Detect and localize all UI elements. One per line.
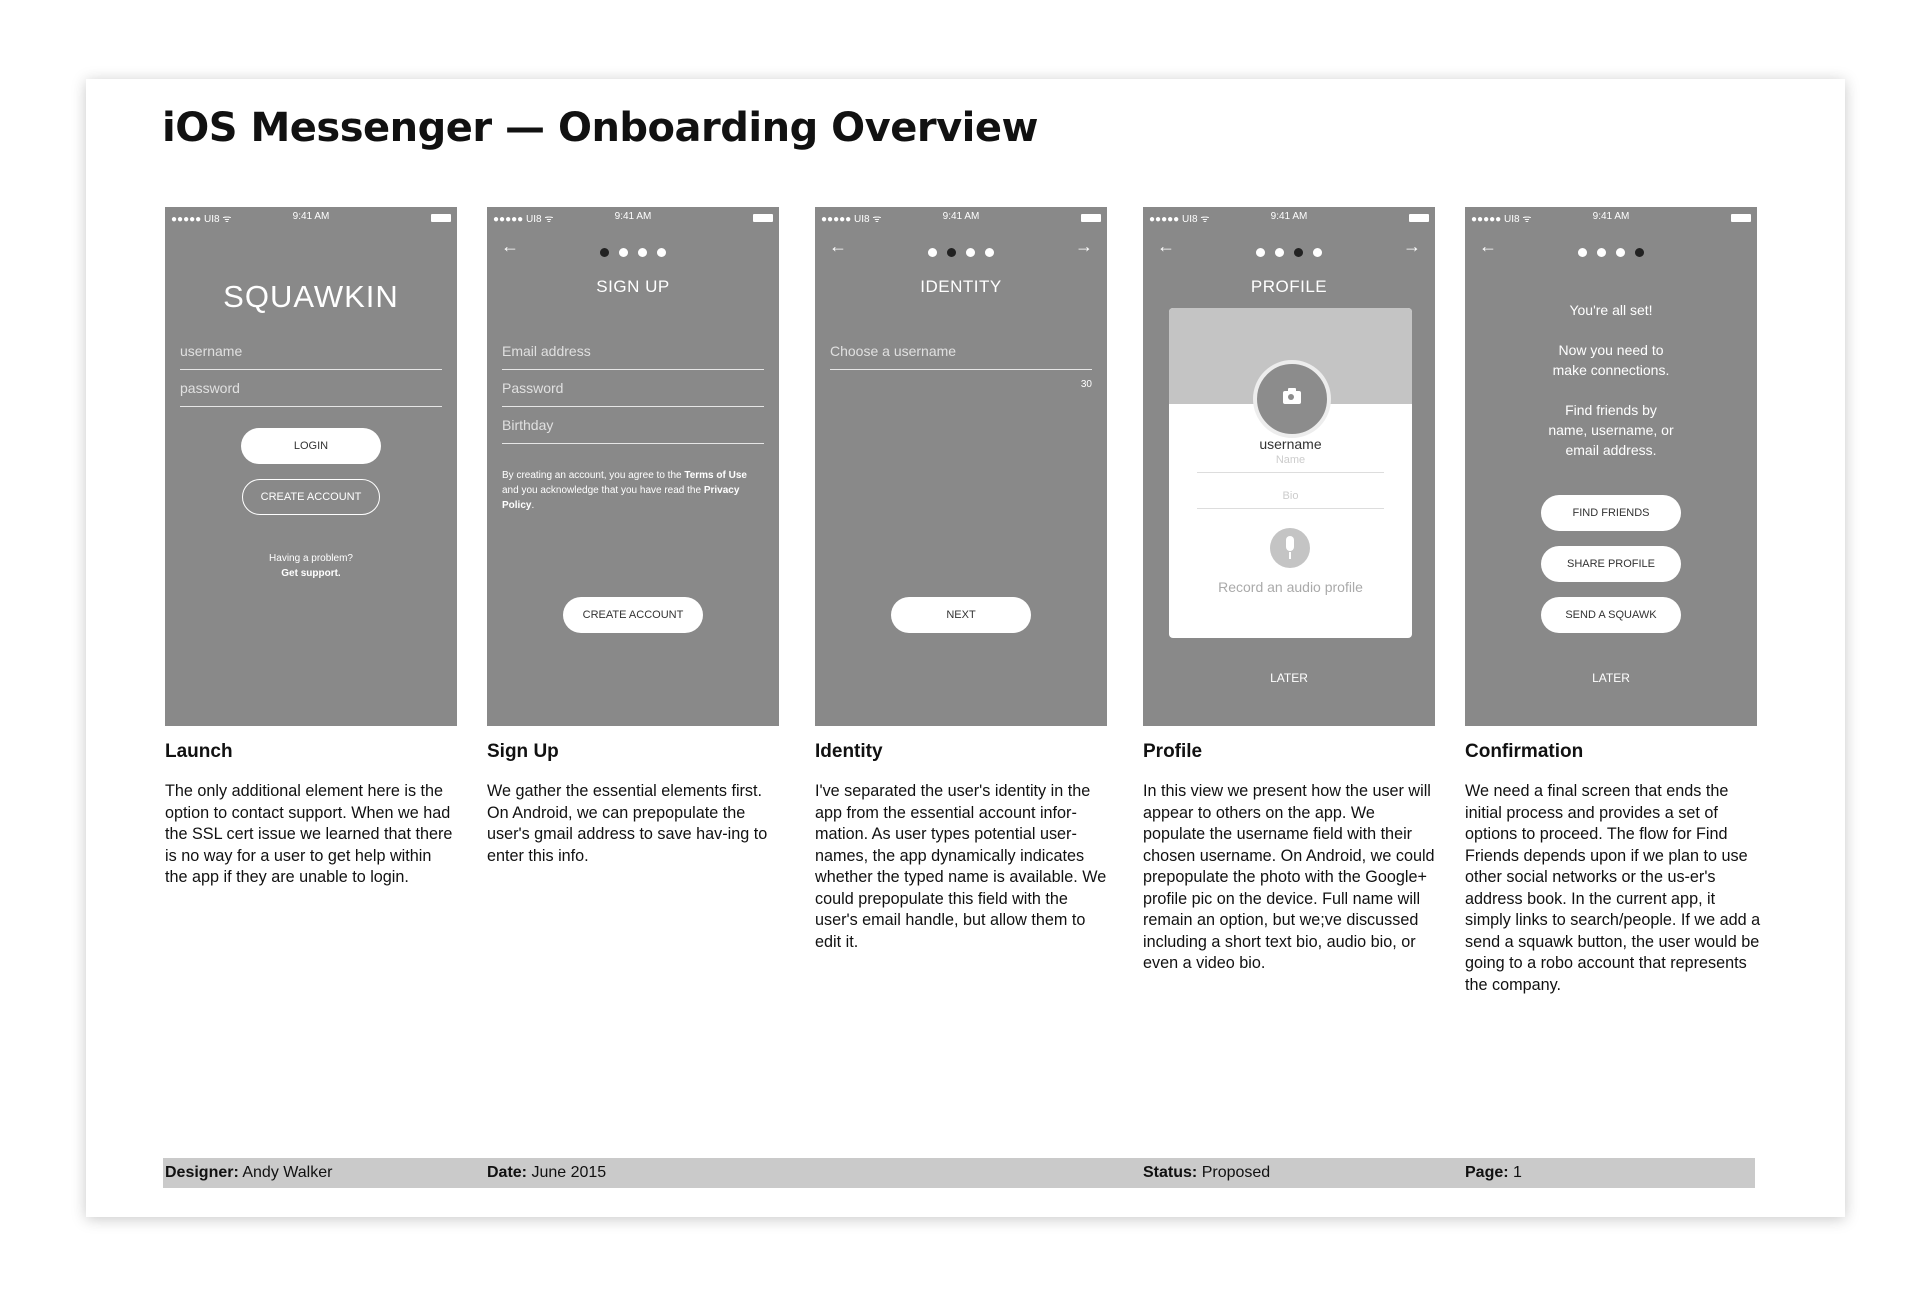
back-arrow-icon[interactable]: ← [1479,236,1497,256]
battery-icon [753,214,773,222]
page-indicator [487,244,779,262]
profile-photo-button[interactable] [1253,360,1331,438]
confirmation-line: name, username, or [1548,422,1674,438]
birthday-field[interactable]: Birthday [502,417,764,444]
audio-profile-label: Record an audio profile [1218,579,1363,595]
step-dot [619,248,628,257]
confirmation-message [1465,300,1757,460]
later-button[interactable]: LATER [1270,671,1308,685]
step-dot [1616,248,1625,257]
step-dot [1275,248,1284,257]
terms-text [502,468,764,513]
step-dot [947,248,956,257]
password-field[interactable]: Password [502,380,764,407]
terms-text-part: By creating an account, you agree to the [502,470,685,481]
step-dot [1294,248,1303,257]
caption-text-identity: I've separated the user's identity in the app from the essential account infor-mation. As user types potential user-names, the app dynamically indicates whether the typed name is available. We could prepopulate this field with the user's email handle, but allow them to edit it. [815,782,1107,951]
page-indicator [815,244,1107,262]
microphone-icon [1286,536,1294,551]
status-bar [1143,211,1435,225]
create-account-button[interactable]: CREATE ACCOUNT [563,597,703,633]
battery-icon [1081,214,1101,222]
confirmation-line: You're all set! [1569,302,1653,318]
find-friends-button[interactable]: FIND FRIENDS [1541,495,1681,531]
date-value: June 2015 [531,1164,607,1181]
back-arrow-icon[interactable]: ← [829,236,847,256]
status-time: 9:41 AM [1270,211,1308,222]
later-button[interactable]: LATER [1592,671,1630,685]
email-field[interactable]: Email address [502,343,764,370]
share-profile-button[interactable]: SHARE PROFILE [1541,546,1681,582]
camera-icon [1283,391,1301,404]
caption-text-launch: The only additional element here is the option to contact support. When we had the SSL cert issue we learned that there is no way for a user to get help within the app if they are unable to login. [165,782,453,886]
screen-heading: IDENTITY [920,277,1002,296]
battery-icon [1409,214,1429,222]
status-time: 9:41 AM [942,211,980,222]
footer-status [1143,1164,1270,1182]
support-text [165,551,457,581]
caption-text-signup: We gather the essential elements first. On Android, we can prepopulate the user's gmail address to save hav-ing to enter this info. [487,782,768,865]
carrier-signal: ●●●●● UI8 ᯤ [821,214,882,225]
character-count: 30 [1080,379,1092,390]
date-label: Date: [487,1164,528,1181]
carrier-signal: ●●●●● UI8 ᯤ [1149,214,1210,225]
name-field[interactable]: Name [1197,454,1384,473]
step-dot [966,248,975,257]
step-dot [600,248,609,257]
footer-designer [165,1164,332,1182]
caption-text-profile: In this view we present how the user will appear to others on the app. We populate the username field with their chosen username. On Android, we could prepopulate the photo with the Google+ profile pic on the device. Full name will remain an option, but we;ve discussed including a short text bio, audio bio, or even a video bio. [1143,782,1435,972]
get-support-link[interactable]: Get support. [281,568,341,579]
login-button[interactable]: LOGIN [241,428,381,464]
carrier-signal: ●●●●● UI8 ᯤ [493,214,554,225]
page-value: 1 [1513,1164,1522,1181]
status-time: 9:41 AM [614,211,652,222]
status-bar [165,211,457,225]
status-bar [487,211,779,225]
status-bar [1465,211,1757,225]
status-label: Status: [1143,1164,1198,1181]
screen-heading: SIGN UP [596,277,670,296]
confirmation-line: Now you need to [1558,342,1664,358]
profile-card [1169,308,1412,638]
caption-title-confirmation: Confirmation [1465,741,1584,762]
back-arrow-icon[interactable]: ← [501,236,519,256]
status-bar [815,211,1107,225]
profile-screen [1143,207,1435,726]
step-dot [1635,248,1644,257]
designer-value: Andy Walker [242,1164,333,1181]
page-indicator [1143,244,1435,262]
confirmation-line: email address. [1565,442,1657,458]
status-value: Proposed [1201,1164,1271,1181]
forward-arrow-icon[interactable]: → [1075,236,1093,256]
caption-title-profile: Profile [1143,741,1203,762]
battery-icon [431,214,451,222]
carrier-signal: ●●●●● UI8 ᯤ [1471,214,1532,225]
carrier-signal: ●●●●● UI8 ᯤ [171,214,232,225]
terms-text-part: . [531,500,535,511]
battery-icon [1731,214,1751,222]
footer-bar [163,1158,1755,1188]
page-indicator [1465,244,1757,262]
caption-text-confirmation: We need a final screen that ends the initial process and provides a set of options to proceed. The flow for Find Friends depends upon if we plan to use other social networks or the us-er's address book. In the current app, it simply links to search/people. If we add a send a squawk button, the user would be going to a robo account that represents the company. [1465,782,1761,994]
step-dot [1578,248,1587,257]
profile-username: username [1259,436,1322,452]
forward-arrow-icon[interactable]: → [1403,236,1421,256]
record-audio-button[interactable] [1270,528,1310,568]
step-dot [1597,248,1606,257]
caption-title-identity: Identity [815,741,883,762]
identity-screen [815,207,1107,726]
designer-label: Designer: [165,1164,239,1181]
step-dot [928,248,937,257]
page-label: Page: [1465,1164,1509,1181]
app-logo: SQUAWKIN [223,279,399,314]
launch-screen [165,207,457,726]
step-dot [657,248,666,257]
send-squawk-button[interactable]: SEND A SQUAWK [1541,597,1681,633]
back-arrow-icon[interactable]: ← [1157,236,1175,256]
terms-of-use-link[interactable]: Terms of Use [684,470,747,481]
confirmation-screen [1465,207,1757,726]
step-dot [1313,248,1322,257]
page-title: iOS Messenger — Onboarding Overview [162,105,1038,151]
support-prompt: Having a problem? [269,553,353,564]
bio-field[interactable]: Bio [1197,490,1384,509]
create-account-button[interactable]: CREATE ACCOUNT [242,479,380,515]
step-dot [985,248,994,257]
footer-date [487,1164,606,1182]
username-input[interactable]: username [180,343,442,370]
next-button[interactable]: NEXT [891,597,1031,633]
footer-page [1465,1164,1522,1182]
status-time: 9:41 AM [1592,211,1630,222]
password-input[interactable]: password [180,380,442,407]
caption-title-signup: Sign Up [487,741,559,762]
step-dot [638,248,647,257]
microphone-stand [1289,552,1291,559]
step-dot [1256,248,1265,257]
screen-heading: PROFILE [1250,277,1328,296]
status-time: 9:41 AM [292,211,330,222]
confirmation-line: make connections. [1552,362,1670,378]
confirmation-line: Find friends by [1565,402,1657,418]
privacy-policy-link[interactable]: Privacy Policy [502,485,740,511]
terms-text-part: and you acknowledge that you have read the [502,485,704,496]
caption-title-launch: Launch [165,741,233,762]
signup-screen [487,207,779,726]
username-field[interactable]: Choose a username [830,343,1092,370]
